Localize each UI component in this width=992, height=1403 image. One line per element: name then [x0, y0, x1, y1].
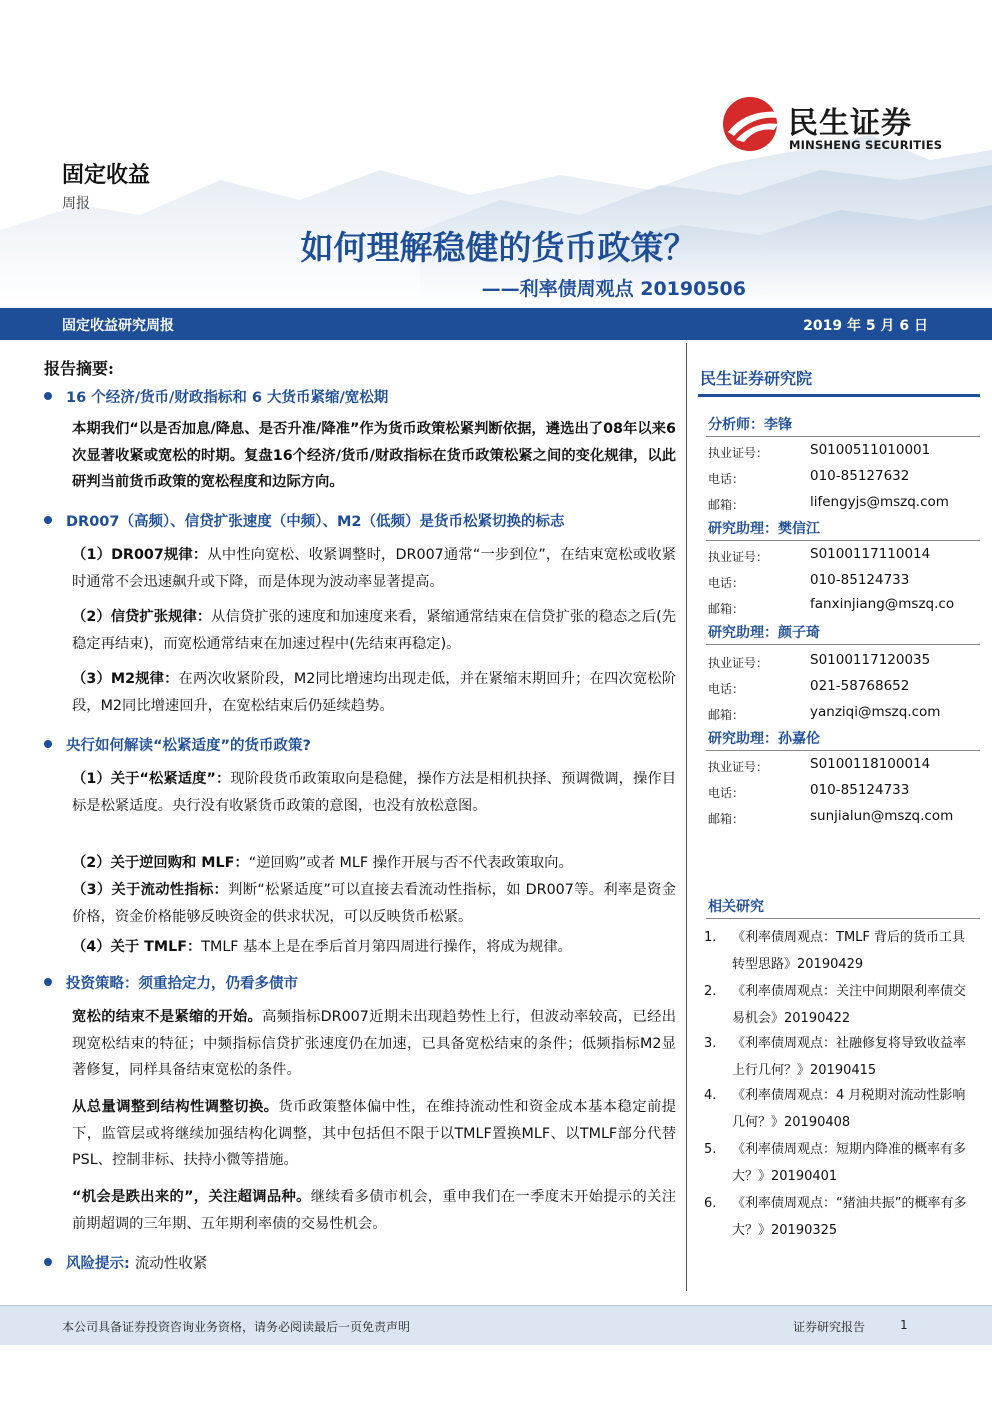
paragraph-heading: “机会是跌出来的”，关注超调品种。: [72, 1189, 311, 1205]
email-link[interactable]: lifengyjs@mszq.com: [810, 494, 949, 510]
bullet-dot-icon: [44, 1258, 52, 1266]
bullet-text: 投资策略：须重拾定力，仍看多债市: [66, 976, 298, 992]
related-item-text: 《利率债周观点：TMLF 背后的货币工具转型思路》20190429: [732, 930, 966, 972]
paragraph-heading: （1）关于“松紧适度”：: [72, 771, 231, 787]
cert-label: 执业证号：: [708, 656, 769, 670]
summary-bullet: [44, 734, 311, 755]
summary-paragraph: [72, 1004, 676, 1084]
tel-number: 010-85124733: [810, 572, 910, 588]
paragraph-text: 货币政策整体偏中性，在维持流动性和资金成本基本稳定前提下，监管层或将继续加强结构化调整，其中包括但不限于以TMLF置换MLF、以TMLF部分代替PSL、控制非标、扶持小微等措施。: [72, 1099, 677, 1168]
role-divider: [706, 644, 980, 645]
summary-paragraph: [72, 934, 676, 961]
tel-label: 电话：: [708, 682, 745, 696]
summary-paragraph: [72, 542, 676, 595]
mail-label: 邮箱：: [708, 708, 745, 722]
mail-label: 邮箱：: [708, 498, 745, 512]
cert-number: S0100117120035: [810, 652, 931, 668]
logo-emblem-icon: [722, 96, 782, 152]
cert-number: S0100511010001: [810, 442, 931, 458]
tel-label: 电话：: [708, 786, 745, 800]
section-bar: [0, 308, 992, 340]
minsheng-logo: [722, 96, 952, 156]
related-item-number: 5.: [704, 1142, 717, 1157]
summary-paragraph: [72, 666, 676, 719]
related-item-text: 《利率债周观点：短期内降准的概率有多大？》20190401: [732, 1142, 967, 1184]
report-subcategory: 周报: [62, 196, 90, 212]
page-number: 1: [900, 1318, 908, 1332]
email-link[interactable]: fanxinjiang@mszq.co: [810, 596, 955, 612]
bullet-dot-icon: [44, 740, 52, 748]
column-divider: [686, 343, 687, 1291]
institute-name: 民生证券研究院: [700, 369, 813, 388]
report-title: 如何理解稳健的货币政策？: [300, 228, 697, 267]
page-footer: [0, 1305, 992, 1345]
cert-label: 执业证号：: [708, 760, 769, 774]
paragraph-text: 判断“松紧适度”可以直接去看流动性指标，如 DR007等。利率是资金价格，资金价格能够反映资金的供求状况，可以反映货币松紧。: [72, 882, 676, 925]
summary-paragraph: [72, 766, 676, 819]
paragraph-text: 高频指标DR007近期未出现趋势性上行，但波动率较高，已经出现宽松结束的特征；中频指标信贷扩张速度仍在加速，已具备宽松结束的条件；低频指标M2显著修复，同样具备结束宽松的条件。: [72, 1009, 677, 1078]
related-item-text: 《利率债周观点：社融修复将导致收益率上行几何？》20190415: [732, 1036, 967, 1078]
paragraph-text: 现阶段货币政策取向是稳健，操作方法是相机抉择、预调微调，操作目标是松紧适度。央行没有收紧货币政策的意图，也没有放松意图。: [72, 771, 677, 814]
bullet-dot-icon: [44, 516, 52, 524]
summary-bullet: [44, 386, 388, 407]
email-link[interactable]: sunjialun@mszq.com: [810, 808, 954, 824]
institute-underline: [698, 394, 980, 397]
tel-number: 010-85124733: [810, 782, 910, 798]
summary-paragraph: [72, 604, 676, 657]
related-divider: [706, 918, 980, 919]
paragraph-heading: （2）信贷扩张规律：: [72, 609, 212, 625]
bullet-text: DR007（高频）、信贷扩张速度（中频）、M2（低频）是货币松紧切换的标志: [66, 514, 565, 530]
summary-paragraph: [72, 1094, 676, 1174]
paragraph-text: 从信贷扩张的速度和加速度来看，紧缩通常结束在信贷扩张的稳态之后(先稳定再结束)，而宽松通常结束在加速过程中(先结束再稳定)。: [72, 609, 676, 652]
related-research-title: 相关研究: [708, 899, 764, 915]
tel-label: 电话：: [708, 576, 745, 590]
summary-label: 报告摘要:: [44, 359, 114, 378]
summary-paragraph: [72, 877, 676, 930]
risk-label: 风险提示:: [66, 1256, 130, 1272]
paragraph-heading: （3）M2规律：: [72, 671, 179, 687]
analyst-role: 研究助理：颜子琦: [708, 625, 820, 641]
cert-number: S0100118100014: [810, 756, 931, 772]
paragraph-heading: 从总量调整到结构性调整切换。: [72, 1099, 279, 1115]
footer-disclaimer: 本公司具备证券投资咨询业务资格，请务必阅读最后一页免责声明: [62, 1320, 411, 1334]
report-header: [0, 0, 992, 305]
cert-label: 执业证号：: [708, 550, 769, 564]
tel-label: 电话：: [708, 472, 745, 486]
role-divider: [706, 750, 980, 751]
bullet-dot-icon: [44, 392, 52, 400]
paragraph-heading: （1）DR007规律：: [72, 547, 208, 563]
paragraph-heading: （2）关于逆回购和 MLF：: [72, 855, 249, 871]
summary-paragraph: [72, 416, 676, 496]
bullet-dot-icon: [44, 978, 52, 986]
related-item-text: 《利率债周观点：“猪油共振”的概率有多大？》20190325: [732, 1196, 967, 1238]
paragraph-heading: 宽松的结束不是紧缩的开始。: [72, 1009, 263, 1025]
logo-text-en: MINSHENG SECURITIES: [789, 138, 943, 152]
related-item-number: 6.: [704, 1196, 717, 1211]
tel-number: 021-58768652: [810, 678, 910, 694]
analyst-role: 分析师：李锋: [708, 417, 792, 433]
report-subtitle: ——利率债周观点 20190506: [481, 278, 746, 300]
role-divider: [706, 436, 980, 437]
summary-bullet: [44, 972, 298, 993]
summary-paragraph: [72, 1184, 676, 1237]
paragraph-text: 在两次收紧阶段，M2同比增速均出现走低，并在紧缩末期回升；在四次宽松阶段，M2同比增速回升，在宽松结束后仍延续趋势。: [72, 671, 676, 714]
tel-number: 010-85127632: [810, 468, 910, 484]
risk-bullet: [44, 1252, 207, 1273]
logo-text-cn: 民生证券: [788, 106, 912, 141]
email-link[interactable]: yanziqi@mszq.com: [810, 704, 941, 720]
mail-label: 邮箱：: [708, 812, 745, 826]
role-divider: [706, 540, 980, 541]
risk-text: 流动性收紧: [134, 1256, 208, 1272]
summary-bullet: [44, 510, 564, 531]
paragraph-heading: （4）关于 TMLF：: [72, 939, 202, 955]
related-item-number: 2.: [704, 984, 717, 999]
paragraph-text: “逆回购”或者 MLF 操作开展与否不代表政策取向。: [248, 855, 573, 871]
paragraph-text: 本期我们“以是否加息/降息、是否升准/降准”作为货币政策松紧判断依据，遴选出了08年以来6次显著收紧或宽松的时期。复盘16个经济/货币/财政指标在货币政策松紧之间的变化规律，以此研判当前货币政策的宽松程度和边际方向。: [72, 421, 676, 490]
cert-label: 执业证号：: [708, 446, 769, 460]
paragraph-heading: （3）关于流动性指标：: [72, 882, 229, 898]
analyst-role: 研究助理：樊信江: [708, 521, 820, 537]
paragraph-text: 继续看多债市机会，重申我们在一季度末开始提示的关注前期超调的三年期、五年期利率债的交易性机会。: [72, 1189, 677, 1232]
mail-label: 邮箱：: [708, 602, 745, 616]
related-item-number: 1.: [704, 930, 717, 945]
related-item-number: 4.: [704, 1088, 717, 1103]
footer-doc-type: 证券研究报告: [793, 1320, 866, 1334]
cert-number: S0100117110014: [810, 546, 931, 562]
report-date: 2019 年 5 月 6 日: [803, 318, 928, 334]
related-item-number: 3.: [704, 1036, 717, 1051]
bullet-text: 16 个经济/货币/财政指标和 6 大货币紧缩/宽松期: [66, 390, 389, 406]
paragraph-text: TMLF 基本上是在季后首月第四周进行操作，将成为规律。: [201, 939, 572, 955]
analyst-role: 研究助理：孙嘉伦: [708, 731, 820, 747]
report-category: 固定收益: [62, 162, 151, 188]
related-item-text: 《利率债周观点：4 月税期对流动性影响几何？》20190408: [732, 1088, 966, 1130]
series-name: 固定收益研究周报: [62, 318, 174, 334]
paragraph-text: 从中性向宽松、收紧调整时，DR007通常“一步到位”，在结束宽松或收紧时通常不会迅速飙升或下降，而是体现为波动率显著提高。: [72, 547, 677, 590]
summary-paragraph: [72, 850, 676, 877]
related-item-text: 《利率债周观点：关注中间期限利率债交易机会》20190422: [732, 984, 967, 1026]
bullet-text: 央行如何解读“松紧适度”的货币政策?: [66, 738, 311, 754]
